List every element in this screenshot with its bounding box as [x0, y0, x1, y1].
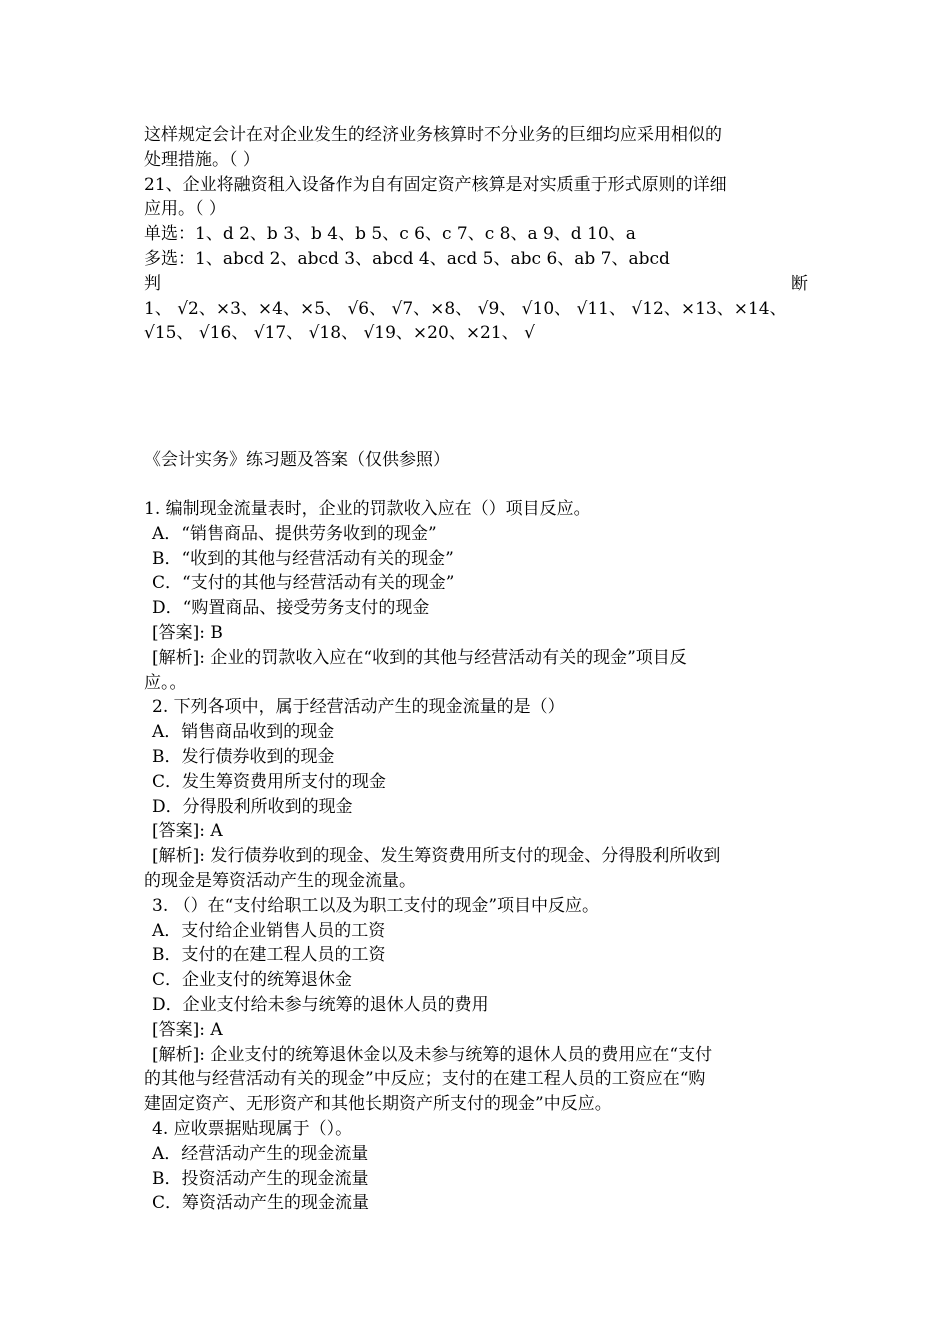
- judge-heading-right: 断: [791, 273, 808, 294]
- question-2-option-b: B．发行债券收到的现金: [152, 746, 335, 767]
- question-2-answer: [答案]: A: [152, 821, 223, 842]
- question-1-stem: 1. 编制现金流量表时，企业的罚款收入应在（）项目反应。: [144, 499, 591, 519]
- question-1-analysis-cont: 应。。: [144, 672, 187, 693]
- question-1-option-a: A．“销售商品、提供劳务收到的现金”: [152, 523, 437, 544]
- text-line: 21、企业将融资租入设备作为自有固定资产核算是对实质重于形式原则的详细: [144, 174, 727, 195]
- previous-section-tail: [144, 123, 808, 346]
- text-line: 处理措施。（ ）: [144, 149, 260, 170]
- question-3-analysis: [解析]: 企业支付的统筹退休金以及未参与统筹的退休人员的费用应在“支付: [152, 1044, 713, 1065]
- question-4-option-a: A．经营活动产生的现金流量: [152, 1143, 369, 1164]
- judge-heading-left: 判: [144, 273, 161, 294]
- question-2-option-d: D．分得股利所收到的现金: [152, 796, 353, 817]
- document-title-block: [144, 448, 808, 473]
- question-1-option-b: B．“收到的其他与经营活动有关的现金”: [152, 548, 454, 569]
- question-3-analysis-cont: 的其他与经营活动有关的现金”中反应；支付的在建工程人员的工资应在“购: [144, 1069, 706, 1090]
- question-3-option-d: D．企业支付给未参与统筹的退休人员的费用: [152, 994, 489, 1015]
- text-line: 应用。（ ）: [144, 199, 226, 220]
- question-3-option-c: C．企业支付的统筹退休金: [152, 970, 353, 991]
- question-2-option-c: C．发生筹资费用所支付的现金: [152, 771, 387, 792]
- question-3-option-b: B．支付的在建工程人员的工资: [152, 945, 386, 966]
- single-choice-answers: 单选：1、d 2、b 3、b 4、b 5、c 6、c 7、c 8、a 9、d 10、a: [144, 224, 636, 245]
- question-3-option-a: A．支付给企业销售人员的工资: [152, 920, 386, 941]
- question-4-option-c: C．筹资活动产生的现金流量: [152, 1193, 370, 1214]
- question-3-analysis-cont: 建固定资产、无形资产和其他长期资产所支付的现金”中反应。: [144, 1094, 612, 1115]
- question-3-answer: [答案]: A: [152, 1019, 223, 1040]
- judge-answers-line-2: √15、 √16、 √17、 √18、 √19、×20、×21、 √: [144, 323, 535, 344]
- text-line: 这样规定会计在对企业发生的经济业务核算时不分业务的巨细均应采用相似的: [144, 125, 722, 145]
- question-3-stem: 3. （）在“支付给职工以及为职工支付的现金”项目中反应。: [152, 895, 600, 916]
- question-1-option-d: D．“购置商品、接受劳务支付的现金: [152, 598, 430, 619]
- question-1-analysis: [解析]: 企业的罚款收入应在“收到的其他与经营活动有关的现金”项目反: [152, 647, 687, 668]
- question-2-analysis-cont: 的现金是筹资活动产生的现金流量。: [144, 870, 416, 891]
- document-title: 《会计实务》练习题及答案（仅供参照）: [144, 450, 450, 470]
- question-4-stem: 4. 应收票据贴现属于（）。: [152, 1118, 353, 1139]
- question-2-analysis: [解析]: 发行债券收到的现金、发生筹资费用所支付的现金、分得股利所收到: [152, 846, 721, 867]
- judge-heading: [144, 272, 808, 297]
- question-2-option-a: A．销售商品收到的现金: [152, 722, 335, 743]
- question-4-option-b: B．投资活动产生的现金流量: [152, 1168, 369, 1189]
- question-1-option-c: C．“支付的其他与经营活动有关的现金”: [152, 573, 455, 594]
- multi-choice-answers: 多选：1、abcd 2、abcd 3、abcd 4、acd 5、abc 6、ab 7、abcd: [144, 248, 670, 269]
- question-1-answer: [答案]: B: [152, 622, 223, 643]
- question-2-stem: 2. 下列各项中，属于经营活动产生的现金流量的是（）: [152, 697, 565, 718]
- judge-answers-line-1: 1、 √2、×3、×4、×5、 √6、 √7、×8、 √9、 √10、 √11、 √12、×13、×14、: [144, 298, 787, 319]
- question-list: [144, 497, 808, 1216]
